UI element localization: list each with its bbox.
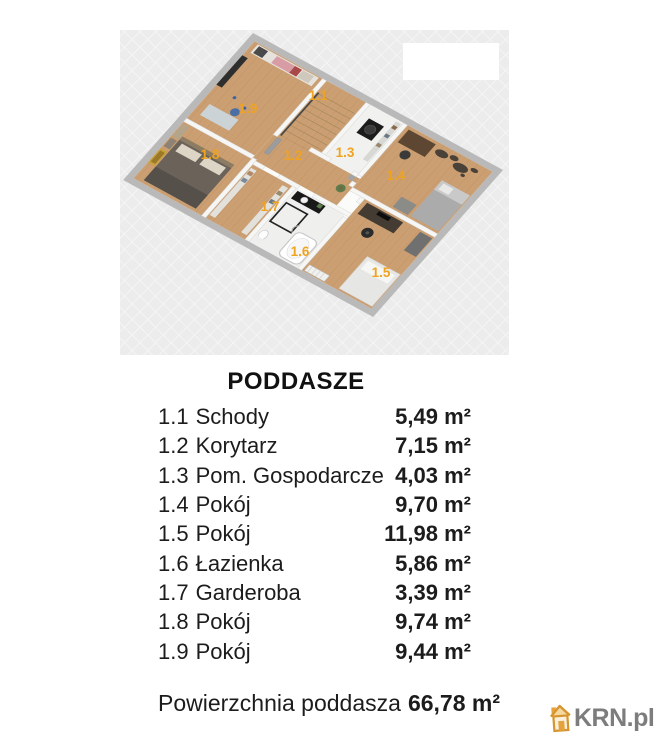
plan-label-1-2: 1.2 [283,148,303,163]
plan-label-1-6: 1.6 [290,244,310,259]
total-area-line [158,690,500,717]
room-number: 1.1 [158,404,189,429]
room-number: 1.2 [158,433,189,459]
plan-label-1-1: 1.1 [308,88,328,103]
room-name: Korytarz [195,433,278,459]
room-list-item [158,578,471,607]
total-area-label: Powierzchnia poddasza [158,690,401,716]
page-title: PODDASZE [227,368,365,395]
room-list-item [158,461,471,490]
plan-label-1-8: 1.8 [200,147,220,162]
room-list-item [158,519,471,548]
room-number: 1.8 [158,609,189,635]
room-list-item [158,402,471,431]
room-list-item [158,549,471,578]
room-list-item [158,490,471,519]
room-name: Pom. Gospodarcze [195,462,384,488]
room-number: 1.3 [158,462,189,488]
room-list [158,402,471,666]
room-area: 9,44 m² [395,638,471,664]
plan-label-1-5: 1.5 [371,265,391,280]
white-patch [403,43,499,80]
krn-watermark [550,704,654,733]
house-icon [550,704,571,733]
room-area: 5,49 m² [395,404,471,429]
room-name: Garderoba [195,580,301,606]
room-area: 5,86 m² [395,550,471,576]
plan-label-1-3: 1.3 [335,145,355,160]
room-list-item [158,431,471,460]
plan-label-1-7: 1.7 [260,199,280,214]
room-area: 9,74 m² [395,609,471,635]
plan-label-1-4: 1.4 [386,168,406,183]
room-number: 1.7 [158,580,189,606]
room-list-item [158,637,471,666]
room-name: Pokój [195,521,251,547]
room-list-item [158,607,471,636]
floor-plan-svg [0,0,656,362]
room-name: Pokój [195,609,251,635]
room-number: 1.5 [158,521,189,547]
room-number: 1.9 [158,638,189,664]
total-area-value: 66,78 m² [407,690,500,716]
watermark-text: KRN.pl [574,704,655,732]
room-name: Łazienka [195,550,284,576]
room-number: 1.6 [158,550,189,576]
room-name: Pokój [195,638,251,664]
room-area: 9,70 m² [395,492,471,518]
room-area: 7,15 m² [395,433,471,459]
floor-plan-image [0,0,656,362]
room-area: 11,98 m² [384,521,471,547]
room-name: Pokój [195,492,251,518]
room-area: 3,39 m² [395,580,471,606]
room-name: Schody [195,404,269,429]
room-number: 1.4 [158,492,189,518]
room-area: 4,03 m² [395,462,471,488]
plan-label-1-9: 1.9 [238,101,258,116]
